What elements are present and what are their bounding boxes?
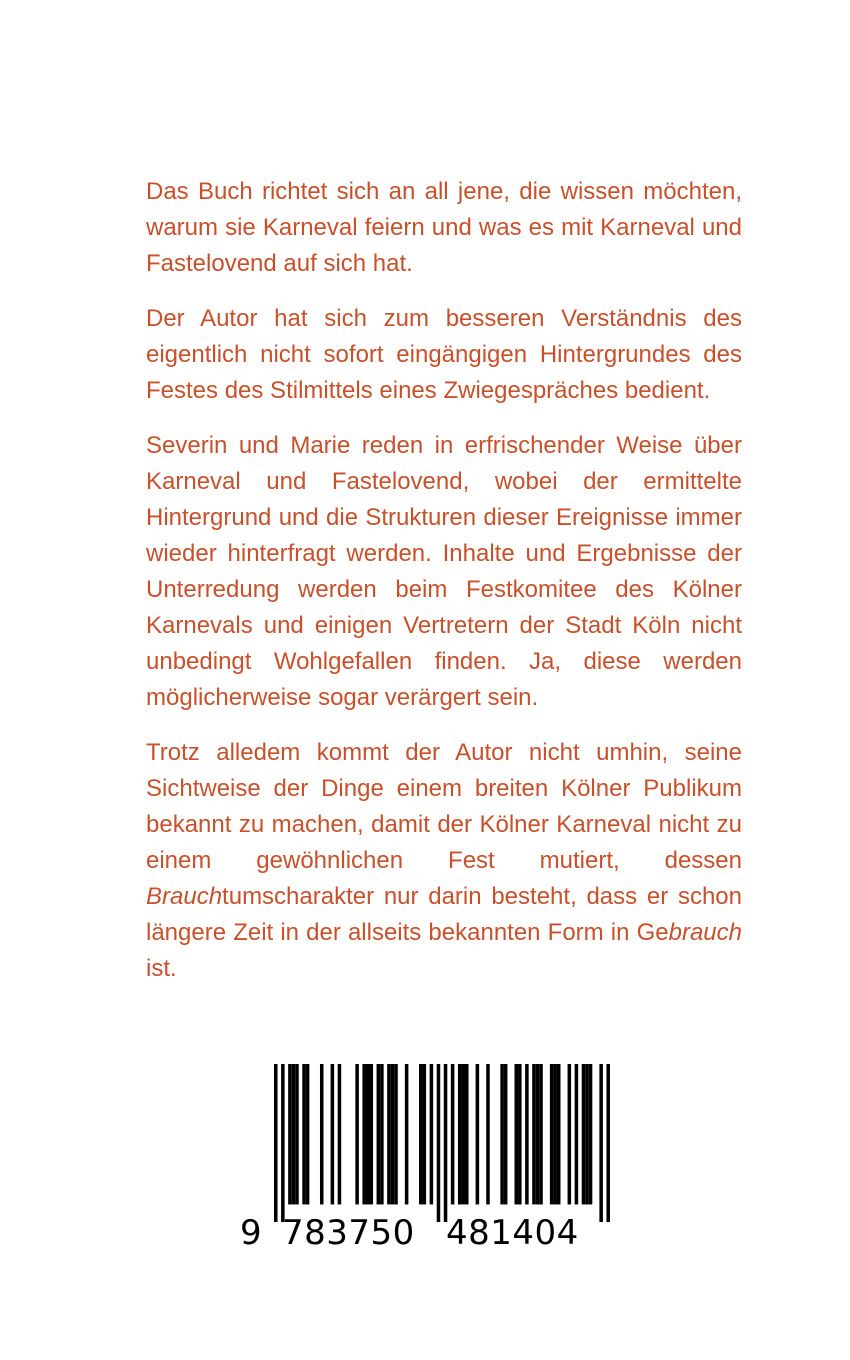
barcode-guard-bar: [281, 1064, 285, 1222]
barcode-bar: [589, 1064, 593, 1204]
barcode-bar: [553, 1064, 557, 1204]
barcode-bar: [476, 1064, 480, 1204]
blurb-paragraph-2: [146, 301, 742, 409]
blurb-italic-text: brauch: [668, 919, 742, 946]
barcode-bar: [500, 1064, 504, 1204]
blurb-text: Severin und Marie reden in erfrischender Weise über Karneval und Fastelovend, wobei der ermittelte Hintergrund und die Strukturen dieser Ereignisse immer wieder hinterfragt werden. Inhalte und Ergebnisse der Unterredung werden beim Festkomitee des Kölner Karnevals und einigen Vertretern der Stadt Köln nicht unbedingt Wohlgefallen finden. Ja, diese werden möglicherweise sogar verärgert sein.: [146, 432, 742, 711]
blurb-text: ist.: [146, 955, 177, 982]
barcode-bar: [465, 1064, 469, 1204]
blurb-text: Das Buch richtet sich an all jene, die wissen möchten, warum sie Karneval feiern und was es mit Karneval und Fastelovend auf sich hat.: [146, 178, 742, 277]
barcode-bar: [377, 1064, 381, 1204]
barcode-bar: [550, 1064, 554, 1204]
blurb-paragraph-1: [146, 174, 742, 282]
blurb-text: tumscharakter nur darin besteht, dass er schon längere Zeit in der allseits bekannten Form in Ge: [146, 883, 742, 946]
barcode-guard-bar: [437, 1064, 441, 1222]
blurb-text: Der Autor hat sich zum besseren Verständnis des eigentlich nicht sofort eingängigen Hintergrundes des Festes des Stilmittels eines Zwiegespräches bedient.: [146, 305, 742, 404]
barcode-bar: [575, 1064, 579, 1204]
blurb-italic-text: Brauch: [146, 883, 223, 910]
barcode-bar: [295, 1064, 299, 1204]
barcode-bar: [288, 1064, 292, 1204]
barcode-left-group: 783750: [282, 1213, 415, 1253]
barcode-bar: [331, 1064, 335, 1204]
barcode-bar: [338, 1064, 342, 1204]
blurb-text: Trotz alledem kommt der Autor nicht umhin, seine Sichtweise der Dinge einem breiten Kölner Publikum bekannt zu machen, damit der Kölner Karneval nicht zu einem gewöhnlichen Fest mutiert, dessen: [146, 739, 742, 874]
barcode-bar: [302, 1064, 306, 1204]
barcode-first-digit: 9: [240, 1213, 262, 1253]
barcode-bar: [369, 1064, 373, 1204]
barcode-guard-bar: [599, 1064, 603, 1222]
barcode-bar: [362, 1064, 366, 1204]
barcode-bar: [532, 1064, 536, 1204]
barcode-bar: [525, 1064, 529, 1204]
barcode-bar: [380, 1064, 384, 1204]
barcode-bars: [274, 1064, 610, 1222]
back-cover-blurb: [146, 174, 742, 1006]
barcode-guard-bar: [444, 1064, 448, 1222]
barcode-bar: [486, 1064, 490, 1204]
barcode-bar: [405, 1064, 409, 1204]
barcode-bar: [557, 1064, 561, 1204]
barcode-bar: [306, 1064, 310, 1204]
barcode-bar: [391, 1064, 395, 1204]
barcode-bar: [539, 1064, 543, 1204]
barcode-bar: [515, 1064, 519, 1204]
barcode-bar: [536, 1064, 540, 1204]
blurb-paragraph-4: [146, 735, 742, 987]
barcode-bar: [451, 1064, 455, 1204]
barcode-bar: [458, 1064, 462, 1204]
barcode-bar: [504, 1064, 508, 1204]
barcode-bar: [355, 1064, 359, 1204]
barcode-bar: [518, 1064, 522, 1204]
blurb-paragraph-3: [146, 428, 742, 716]
barcode-bar: [320, 1064, 324, 1204]
barcode-number: [240, 1210, 610, 1253]
barcode-bar: [387, 1064, 391, 1204]
barcode-bar: [394, 1064, 398, 1204]
barcode-guard-bar: [606, 1064, 610, 1222]
barcode-right-group: 481404: [446, 1213, 579, 1253]
barcode-bar: [585, 1064, 589, 1204]
barcode-bar: [568, 1064, 572, 1204]
barcode-bar: [423, 1064, 427, 1204]
barcode-bar: [366, 1064, 370, 1204]
barcode-bar: [430, 1064, 434, 1204]
barcode-bar: [461, 1064, 465, 1204]
barcode-bar: [582, 1064, 586, 1204]
barcode-guard-bar: [274, 1064, 278, 1222]
barcode-bar: [419, 1064, 423, 1204]
barcode-bar: [292, 1064, 296, 1204]
isbn-barcode: [240, 1062, 610, 1253]
